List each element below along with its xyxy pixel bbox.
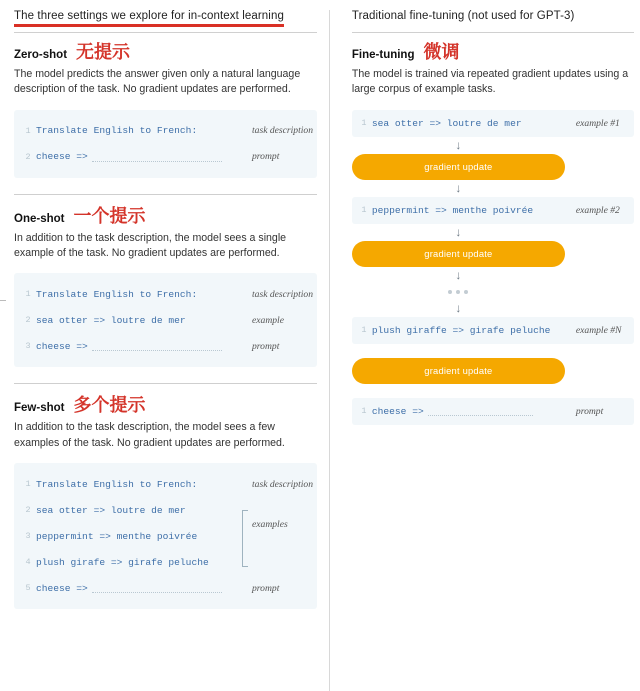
annotation-task-description: task description — [252, 288, 314, 300]
few-shot-label-en: Few-shot — [14, 402, 65, 415]
code-text: cheese => — [36, 582, 88, 594]
line-number: 2 — [25, 505, 31, 516]
line-number: 1 — [25, 125, 31, 136]
left-column-title — [14, 10, 317, 28]
line-number: 1 — [25, 289, 31, 300]
annotation-prompt: prompt — [252, 151, 280, 163]
few-shot-code-card — [14, 463, 317, 609]
section-divider-2 — [14, 383, 317, 384]
line-number: 1 — [25, 479, 31, 490]
line-number: 1 — [361, 325, 367, 336]
one-shot-description: In addition to the task description, the model sees a single example of the task. No gradient updates are performed. — [14, 231, 287, 260]
annotation-example-n: example #N — [575, 324, 622, 336]
flow-spacer — [352, 344, 634, 358]
arrow-down-icon: ↓ — [455, 301, 462, 316]
gradient-update-button-3[interactable]: gradient update — [352, 358, 565, 384]
section-divider-1 — [14, 194, 317, 195]
right-column — [329, 10, 634, 691]
ellipsis-dot — [456, 290, 460, 294]
code-text: peppermint => menthe poivrée — [371, 204, 534, 216]
line-number: 1 — [361, 118, 367, 129]
one-shot-heading — [14, 207, 317, 225]
code-text: Translate English to French: — [36, 478, 198, 490]
code-text: plush giraffe => girafe peluche — [371, 324, 551, 336]
zero-shot-label-en: Zero-shot — [14, 49, 68, 61]
code-text: sea otter => loutre de mer — [36, 504, 186, 516]
answer-blank — [92, 583, 222, 593]
section-few-shot — [14, 396, 317, 609]
arrow-down-icon: ↓ — [455, 181, 462, 196]
example-row-2 — [352, 197, 634, 224]
answer-blank — [92, 152, 222, 162]
left-column-title-text: The three settings we explore for in-context learning — [14, 10, 284, 27]
arrow-down-icon: ↓ — [455, 268, 462, 283]
few-shot-description: In addition to the task description, the model sees a few examples of the task. No gradient updates are performed. — [14, 421, 285, 449]
flow-spacer — [352, 384, 634, 398]
gradient-update-button-2[interactable]: gradient update — [352, 241, 565, 267]
code-line — [20, 575, 307, 601]
example-row-n — [352, 317, 634, 344]
code-line — [20, 281, 314, 307]
annotation-task-description: task description — [252, 125, 314, 137]
page-edge-tick — [0, 300, 6, 301]
arrow-down-icon: ↓ — [455, 225, 462, 240]
left-column — [14, 10, 329, 691]
few-shot-heading — [14, 396, 317, 414]
code-text: cheese => — [36, 340, 88, 352]
annotation-prompt: prompt — [575, 405, 604, 417]
fine-tuning-heading — [352, 43, 634, 61]
fine-tuning-label-zh: 微调 — [423, 42, 460, 62]
zero-shot-code-card — [14, 110, 317, 178]
ellipsis-icon — [352, 284, 565, 300]
line-number: 3 — [25, 531, 31, 542]
fine-tuning-flow — [352, 110, 634, 425]
code-text: cheese => — [36, 151, 88, 163]
code-line — [20, 333, 307, 359]
code-text: plush girafe => girafe peluche — [36, 556, 209, 568]
left-title-divider — [14, 32, 317, 33]
code-line — [20, 549, 307, 575]
code-text: sea otter => loutre de mer — [36, 314, 186, 326]
ellipsis-dot — [464, 290, 468, 294]
code-line — [20, 144, 307, 170]
few-shot-label-zh: 多个提示 — [73, 395, 146, 416]
annotation-examples: examples — [252, 519, 288, 531]
code-line — [20, 523, 307, 549]
right-title-divider — [352, 32, 634, 33]
line-number: 5 — [25, 583, 31, 594]
annotation-prompt: prompt — [252, 340, 280, 352]
one-shot-label-en: One-shot — [14, 212, 65, 225]
section-zero-shot — [14, 43, 317, 178]
line-number: 2 — [25, 151, 31, 162]
code-text: Translate English to French: — [36, 288, 198, 300]
example-row-1 — [352, 110, 634, 137]
code-text: cheese => — [371, 405, 424, 417]
fine-tuning-description: The model is trained via repeated gradient updates using a large corpus of example tasks. — [351, 68, 629, 96]
fine-tuning-label-en: Fine-tuning — [351, 49, 415, 61]
one-shot-label-zh: 一个提示 — [73, 205, 146, 226]
code-text: Translate English to French: — [36, 125, 198, 137]
arrow-down-icon: ↓ — [455, 138, 462, 153]
prompt-row — [352, 398, 634, 425]
annotation-example: example — [252, 314, 284, 326]
zero-shot-heading — [14, 43, 317, 61]
line-number: 1 — [361, 205, 367, 216]
one-shot-code-card — [14, 273, 317, 367]
line-number: 3 — [25, 341, 31, 352]
annotation-task-description: task description — [252, 478, 314, 490]
code-line — [20, 497, 307, 531]
line-number: 2 — [25, 315, 31, 326]
right-column-title: Traditional fine-tuning (not used for GPT-3) — [351, 10, 575, 22]
ellipsis-dot — [448, 290, 452, 294]
annotation-example-2: example #2 — [575, 204, 620, 216]
annotation-prompt: prompt — [252, 582, 280, 594]
annotation-example-1: example #1 — [575, 117, 620, 129]
code-text: sea otter => loutre de mer — [371, 117, 522, 129]
code-text: peppermint => menthe poivrée — [36, 530, 198, 542]
line-number: 1 — [361, 406, 367, 417]
code-line — [20, 307, 307, 333]
code-line — [20, 118, 314, 144]
code-line — [20, 471, 314, 497]
section-one-shot — [14, 207, 317, 368]
zero-shot-description: The model predicts the answer given only a natural language description of the task. No gradient updates are performed. — [14, 68, 301, 96]
line-number: 4 — [25, 557, 31, 568]
answer-blank — [92, 341, 222, 351]
gradient-update-button-1[interactable]: gradient update — [352, 154, 565, 180]
answer-blank — [428, 406, 533, 416]
zero-shot-label-zh: 无提示 — [76, 42, 131, 62]
